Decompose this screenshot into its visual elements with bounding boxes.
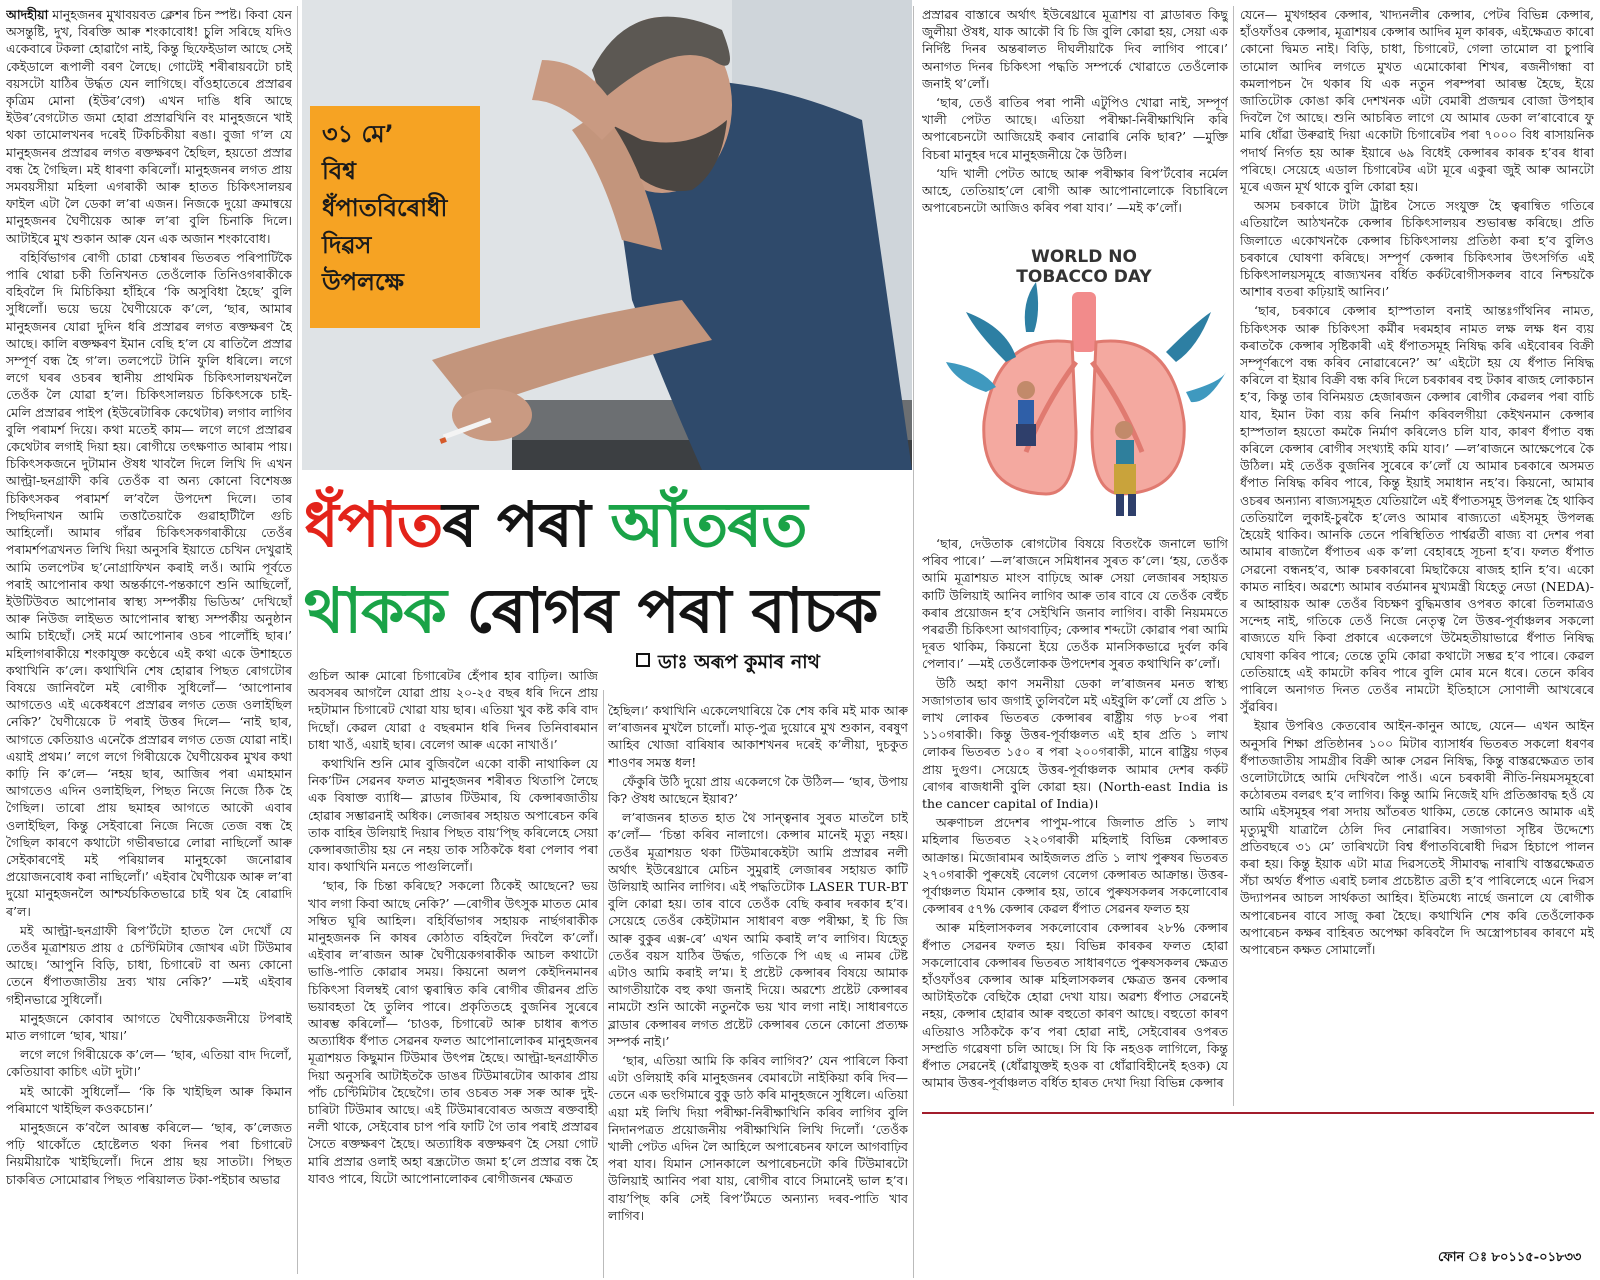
article-column-5 [1240, 6, 1594, 1242]
paragraph: মানুহজনে কোবাৰ আগতে ঘৈণীয়েকজনীয়ে টপৰাই মাত লগালে ‘ছাৰ, খায়।’ [6, 1010, 292, 1043]
graphic-title-line: TOBACCO DAY [1016, 267, 1152, 287]
paragraph: উঠি অহা কাণ সমনীয়া ডেকা ল’ৰাজনৰ মনত স্বাস্থ্য সজাগতাৰ ভাব জগাই তুলিবলৈ মই এইবুলি ক’লোঁ যে প্ৰতি ১ লাখ লোকৰ ভিতৰত কেন্সাৰৰ ৰাষ্ট্ৰীয় গড় ৮০ৰ পৰা ১১০গৰাকী। কিন্তু উত্তৰ-পূৰ্বাঞ্চলত এই হাৰ প্ৰতি ১ লাখ লোকৰ ভিতৰত ১৫০ ৰ পৰা ২০০গৰাকী, মানে ৰাষ্ট্ৰিয় গড়ৰ প্ৰায় দুগুণ। সেয়েহে উত্তৰ-পূৰ্বাঞ্চলক আমাৰ দেশৰ কৰ্কট ৰোগৰ ৰাজধানী বুলি কোৱা হয়। (North-east India is the cancer capital of India)। [922, 675, 1228, 812]
column-divider [297, 6, 298, 1274]
headline-part: আঁতৰত [610, 488, 807, 561]
column-divider [603, 690, 604, 1278]
paragraph: ‘ছাৰ, তেওঁ ৰাতিৰ পৰা পানী এটুপিও খোৱা নাই, সম্পূৰ্ণ খালী পেটত আছে। এতিয়া পৰীক্ষা-নিৰীক্ষাখিনি কৰি অপাৰেচনটো আজিয়েই কৰাব নোৱাৰি নেকি ছাৰ?’ —মুক্তি বিচৰা মানুহৰ দৰে মানুহজনীয়ে কৈ উঠিল। [922, 95, 1228, 162]
paragraph: ‘ছাৰ, দেউতাক ৰোগটোৰ বিষয়ে বিতংকৈ জনালে ভাগি পৰিব পাৰে।’ —ল’ৰাজনে সমিধানৰ সুৰত ক’লে। ‘হয়, তেওঁক আমি মূত্ৰাশয়ত মাংস বাঢ়িছে আৰু সেয়া লেজাৰৰ সহায়ত কাটি উলিয়াই আনিব লাগিব আৰু তাৰ বাবে যে তেওঁক বেহুঁচ কৰাৰ প্ৰয়োজন হ’ব সেইখিনি জনাব লাগিব। বাকী নিয়মমতে পৰৱৰ্তী চিকিৎসা আগবাঢ়িব; কেন্সাৰ শব্দটো কোৱাৰ পৰা আমি দূৰত থাকিম, কিয়নো ইয়ে তেওঁক মানসিকভাৱে দুৰ্বল কৰি পেলাব।’ —মই তেওঁলোকক উপদেশৰ সুৰত কথাখিনি ক’লোঁ। [922, 536, 1228, 672]
paragraph: মানুহজনৰ মুখাবয়বত ক্লেশৰ চিন স্পষ্ট। কিবা যেন অসন্তুষ্টি, দুখ, বিৰক্তি আৰু শংকাবোধ! চুলি সৰিছে যদিও একেবাৰে টকলা হোৱাগৈ নাই, কিন্তু ছিফেইডাল আছে সেই কেইডালে ৰূপালী বৰণ লৈছে। গোটেই শৰীৰায়বটো চাই বয়সটো যাঠিৰ উৰ্দ্ধত যেন লাগিছে। বাঁওহাতেৰে প্ৰস্ৰাৱৰ কৃত্ৰিম মোনা (ইউৰ’বেগ) এখন দাঙি ধৰি আছে ইউৰ’বেগটোত জমা হোৱা প্ৰস্ৰাৱখিনি বং মানুহজনে খাই থকা তামোলখনৰ দৰেই টিকচিকীয়া ৰঙা। বুজা গ’ল যে মানুহজনৰ প্ৰস্ৰাৱৰ লগত ৰক্তক্ষৰণ হৈছিল, হয়তো প্ৰস্ৰাৱ বন্ধ হৈ গৈছিল। মই ধাৰণা কৰিলোঁ। মানুহজনৰ লগত প্ৰায় সমবয়সীয়া মহিলা এগৰাকী আৰু হাতত চিকিৎসালয়ৰ ফাইল এটা লৈ ডেকা ল’ৰা এজন। নিজকে দুয়ো ক্ৰমান্বয়ে মানুহজনৰ ঘৈণীয়েক আৰু ল’ৰা বুলি চিনাকি দিলে। আটাইৰে মুখ শুকান আৰু যেন এক অজান শংকাবোধ। [6, 7, 292, 246]
paragraph: হৈছিল।’ কথাখিনি একেলেথাৰিয়ে কৈ শেষ কৰি মই মাক আৰু ল’ৰাজনৰ মুখলৈ চালোঁ। মাতৃ-পুত্ৰ দুয়োৰে মুখ শুকান, বৰষুণ আহিব খোজা বাৰিষাৰ আকাশখনৰ দৰেই ক’লীয়া, দুচকুত শাওণৰ সমস্ত ধল! [608, 703, 908, 770]
paragraph: মই আল্ট্ৰা-ছনগ্ৰাফী ৰিপ’ৰ্টটো হাতত লৈ দেখোঁ যে তেওঁৰ মূত্ৰাশয়ত প্ৰায় ৫ চেণ্টিমিটাৰ জোখৰ এটা টিউমাৰ আছে। ‘আপুনি বিড়ি, চাধা, চিগাৰেট বা অন্য কোনো তেনে ধঁপাতজাতীয় দ্ৰব্য খায় নেকি?’ —মই এইবাৰ গহীনভাৱে সুধিলোঁ। [6, 922, 292, 1007]
square-bullet-icon [636, 653, 650, 667]
paragraph: ল’ৰাজনৰ হাতত হাত থৈ সান্ত্বনাৰ সুৰত মাতলৈ চাই ক’লোঁ— ‘চিন্তা কৰিব নালাগে। কেন্সাৰ মানেই মৃত্যু নহয়। তেওঁৰ মূত্ৰাশয়ত থকা টিউমাৰকেইটা আমি প্ৰস্ৰাৱৰ নলী অৰ্থাৎ ইউৰেথ্ৰাৰে মেচিন সুমুৱাই লেজাৰৰ সহায়ত কাটি উলিয়াই আনিব লাগিব। এই পদ্ধতিটোক LASER TUR-BT বুলি কোৱা হয়। তাৰ বাবে তেওঁক বেছি কৰাৰ দৰকাৰ হ’ব। সেয়েহে তেওঁৰ কেইটামান সাধাৰণ ৰক্ত পৰীক্ষা, ই চি জি আৰু বুকুৰ এক্স-ৰে’ এখন আমি কৰাই ল’ব লাগিব। যিহেতু তেওঁৰ বয়স যাঠিৰ উৰ্দ্ধত, গতিকে পি এছ এ নামৰ টেষ্ট এটাও আমি কৰাই ল’ম। ই প্ৰষ্টেট কেন্সাৰৰ বিষয়ে আমাক আগতীয়াকৈ বহু কথা জনাই দিয়ে। অৱশ্যে প্ৰষ্টেট কেন্সাৰৰ নামটো শুনি আকৌ নতুনকৈ ভয় খাব লগা নাই। সাধাৰণতে ব্লাডাৰ কেন্সাৰৰ লগত প্ৰষ্টেট কেন্সাৰৰ তেনে কোনো প্ৰত্যক্ষ সম্পৰ্ক নাই।’ [608, 810, 908, 1049]
paragraph: মই আকৌ সুধিলোঁ— ‘কি কি খাইছিল আৰু কিমান পৰিমাণে খাইছিল কওকচোন।’ [6, 1083, 292, 1116]
paragraph: মানুহজনে ক’বলৈ আৰম্ভ কৰিলে— ‘ছাৰ, ক’লেজত পঢ়ি থাকোঁতে হোষ্টেলত থকা দিনৰ পৰা চিগাৰেট নিয়মীয়াকৈ খাইছিলোঁ। দিনে প্ৰায় ছয় সাতটা। পিছত চাকৰিত সোমোৱাৰ পিছত পৰিয়ালত টকা-পইচাৰ অভাৱ [6, 1120, 292, 1187]
occasion-date: ৩১ মে’ [322, 120, 394, 148]
paragraph: অসম চৰকাৰে টাটা ট্ৰাষ্টৰ সৈতে সংযুক্ত হৈ ত্বৰান্বিত গতিৰে এতিয়ালৈ আঠখনকৈ কেন্সাৰ চিকিৎসালয়ৰ শুভাৰম্ভ কৰিছে। প্ৰতি জিলাতে একোখনকৈ কেন্সাৰ চিকিৎসালয় প্ৰতিষ্ঠা কৰা হ’ব বুলিও চৰকাৰে ঘোষণা কৰিছে। সম্পূৰ্ণ কেন্সাৰ চিকিৎসাৰ উৎসৰ্গিত এই চিকিৎসালয়সমূহে ৰাজ্যখনৰ বৰ্ধিত কৰ্কটৰোগীসকলৰ বাবে নিশ্চয়কৈ আশাৰ বতৰা কঢ়িয়াই আনিব।’ [1240, 198, 1594, 300]
paragraph: লগে লগে গিৰীয়েকে ক’লে— ‘ছাৰ, এতিয়া বাদ দিলোঁ, কেতিয়াবা কাচিৎ এটা দুটা।’ [6, 1047, 292, 1080]
article-end-rule [922, 1112, 1594, 1114]
lead-word: আদহীয়া [6, 7, 49, 22]
graphic-title-line: WORLD NO [1031, 247, 1137, 267]
headline-part: ৰোগৰ পৰা বাচক [445, 574, 878, 647]
article-column-1 [6, 6, 292, 1278]
article-column-3 [608, 702, 908, 1278]
author-phone: ফোন ঃ ৮০১১৫-০১৮৩৩ [1438, 1250, 1582, 1265]
paragraph: ‘ছাৰ, এতিয়া আমি কি কৰিব লাগিব?’ যেন পাৰিলে কিবা এটা ওলিয়াই কৰি মানুহজনৰ বেমাৰটো নাইকিয়া কৰি দিব— তেনে এক ভংগিমাৰে বুকু ডাঠ কৰি মানুহজনে সুধিলে। এতিয়া এয়া মই লিখি দিয়া পৰীক্ষা-নিৰীক্ষাখিনি কৰিব লাগিব বুলি নিদানপত্ৰত প্ৰয়োজনীয় পৰীক্ষাখিনি লিখি দিলোঁ। ‘তেওঁক খালী পেটত এদিন লৈ আহিলে অপাৰেচনৰ ফালে আগবাঢ়িব পৰা যাব। যিমান সোনকালে অপাৰেচনটো কৰি টিউমাৰটো উলিয়াই আনিব পৰা যায়, ৰোগীৰ বাবে সিমানেই ভাল হ’ব। বায়’প্ছি কৰি সেই ৰিপ’ৰ্টমতে অন্যান্য দৰব-পাতি খাব লাগিব। [608, 1053, 908, 1223]
occasion-line: ধঁপাতবিৰোধী [322, 194, 448, 222]
occasion-line: উপলক্ষে [322, 268, 404, 296]
paragraph: যেনে— মুখগহ্বৰ কেন্সাৰ, খাদ্যনলীৰ কেন্সাৰ, পেটৰ বিভিন্ন কেন্সাৰ, হাঁওফাঁওৰ কেন্সাৰ, মূত্ৰাশয়ৰ কেন্সাৰ আদিৰ মূল কাৰক, এইক্ষেত্ৰত কাৰো কোনো দ্বিমত নাই। বিড়ি, চাধা, চিগাৰেট, গেলা তামোল বা চুপাৰি তামোল আদিৰ লগতে মুখত এমোকোৰা শিখৰ, ৰজনীগন্ধা বা কমলাপচন দৈ থকাৰ যি এক নতুন পৰম্পৰা আৰম্ভ হৈছে, ইয়ে জাতিটোক কোঙা কৰি দেশখনক এটা বেমাৰী প্ৰজন্মৰ বোজা উপহাৰ দিবলৈ গৈ আছে। শুনি আচৰিত লাগে যে আমাৰ ডেকা ল’ৰাবোৰে ফু মাৰি ধোঁৱা উৰুৱাই দিয়া একোটা চিগাৰেটৰ পৰা ৭০০০ বিধ ৰাসায়নিক পদাৰ্থ নিৰ্গত হয় আৰু ইয়াৰে ৬৯ বিধেই কেন্সাৰৰ কাৰক হ’বৰ ধাৰা পৰিছে। সেয়েহে এডাল চিগাৰেটৰ এটা মূৰে একুৰা জুই আৰু আনটো মূৰে এজন মূৰ্খ থাকে বুলি কোৱা হয়। [1240, 7, 1594, 195]
byline [636, 648, 820, 680]
headline [304, 482, 910, 654]
paragraph: গুচিল আৰু মোৰো চিগাৰেটৰ হেঁপাৰ হাৰ বাঢ়িল। আজি অবসৰৰ আগলৈ যোৱা প্ৰায় ২০-২৫ বছৰ ধৰি দিনে প্ৰায় দহটামান চিগাৰেট খোৱা যায় ছাৰ। এতিয়া খুব কষ্ট কৰি বাদ দিছোঁ। কেৱল যোৱা ৫ বছৰমান ধৰি দিনৰ তিনিবাৰমান চাধা খাওঁ, এয়াই ছাৰ। বেলেগ আৰু একো নাখাওঁ।’ [308, 668, 598, 752]
occasion-line: দিৱস [322, 231, 372, 259]
paragraph: অৰুণাচল প্ৰদেশৰ পাপুম-পাৰে জিলাত প্ৰতি ১ লাখ মহিলাৰ ভিতৰত ২২০গৰাকী মহিলাই বিভিন্ন কেন্সাৰত আক্ৰান্ত। মিজোৰামৰ আইজলত প্ৰতি ১ লাখ পুৰুষৰ ভিতৰত ২৭০গৰাকী পুৰুষেই বেলেগ বেলেগ কেন্সাৰত আক্ৰান্ত। উত্তৰ-পূৰ্বাঞ্চলত যিমান কেন্সাৰ হয়, তাৰে পুৰুষসকলৰ সকলোবোৰ কেন্সাৰৰ ৫৭% কেন্সাৰ কেৱল ধঁপাত সেৱনৰ ফলত হয় [922, 815, 1228, 917]
paragraph: ‘ছাৰ, কি চিন্তা কৰিছে? সকলো ঠিকেই আছেনে? ভয় খাব লগা কিবা আছে নেকি?’ —ৰোগীৰ উৎসুক মাতত মোৰ সম্বিত ঘূৰি আহিল। বহিৰ্বিভাগৰ সহায়ক নাৰ্ছগৰাকীক মানুহজনক নি কাষৰ কোঠাত বহিবলৈ দিবলৈ ক’লোঁ। এইবাৰ ল’ৰাজন আৰু ঘৈণীয়েকগৰাকীক আচল কথাটো ভাঙি-পাতি কোৱাৰ সময়। কিয়নো অলপ কেইদিনমানৰ চিকিৎসা বিলম্বই ৰোগ ত্বৰান্বিত কৰি ৰোগীৰ জীৱনৰ প্ৰতি ভয়াবহতা হৈ তুলিব পাৰে। প্ৰকৃতিতহে বুজনিৰ সুৰেৰে আৰম্ভ কৰিলোঁ— ‘চাওক, চিগাৰেট আৰু চাধাৰ ৰূপত অত্যাধিক ধঁপাত সেৱনৰ ফলত আপোনালোকৰ মানুহজনৰ মূত্ৰাশয়ত কিছুমান টিউমাৰ উৎপন্ন হৈছে। আল্ট্ৰা-ছনগ্ৰাফীত দিয়া অনুসৰি আটাইতকৈ ডাঙৰ টিউমাৰটোৰ আকাৰ প্ৰায় পাঁচ চেণ্টিমিটাৰ হৈছেগৈ। তাৰ ওচৰত সৰু সৰু আৰু দুই-চাৰিটা টিউমাৰ আছে। এই টিউমাৰবোৰত অজস্ৰ ৰক্তবাহী নলী থাকে, সেইবোৰ চাপ পৰি ফাটি গৈ তাৰ পৰাই প্ৰস্ৰাৱৰ সৈতে ৰক্তক্ষৰণ হৈছে। অত্যাধিক ৰক্তক্ষৰণ হৈ সেয়া গোট মাৰি প্ৰস্ৰাৱ ওলাই অহা ৰন্ধ্ৰটোত জমা হ’লে প্ৰস্ৰাৱ বন্ধ হৈ যাবও পাৰে, যিটো আপোনালোকৰ ৰোগীজনৰ ক্ষেত্ৰত [308, 878, 598, 1186]
paragraph: ‘যদি খালী পেটত আছে আৰু পৰীক্ষাৰ ৰিপ’ৰ্টবোৰ নৰ্মেল আহে, তেতিয়াহ’লে ৰোগী আৰু আপোনালোকে বিচাৰিলে অপাৰেচনটো আজিও কৰিব পৰা যাব।’ —মই ক’লোঁ। [922, 165, 1228, 216]
headline-part: ৰ পৰা [442, 488, 611, 561]
author-name: ডাঃ অৰূপ কুমাৰ নাথ [658, 651, 820, 673]
paragraph: বহিৰ্বিভাগৰ ৰোগী চোৱা চেম্বাৰৰ ভিতৰত পৰিপাটিকৈ পাৰি থোৱা চকী তিনিখনত তেওঁলোক তিনিওগৰাকীকে বহিবলৈ দি মিচিকিয়া হাঁহিৰে ‘কি অসুবিধা হৈছে’ বুলি সুধিলোঁ। ভয়ে ভয়ে ঘৈণীয়েকে ক’লে, ‘ছাৰ, আমাৰ মানুহজনৰ যোৱা দুদিন ধৰি প্ৰস্ৰাৱৰ লগত ৰক্তক্ষৰণ হৈ আছে। কালি ৰক্তক্ষৰণ ইমান বেছি হ’ল যে ৰাতিলৈ প্ৰস্ৰাৱ সম্পূৰ্ণ বন্ধ হৈ গ’ল। তলপেটে টানি ফুলি ধৰিলে। লগে লগে ঘৰৰ ওচৰৰ স্থানীয় প্ৰাথমিক চিকিৎসালয়খনলৈ তেওঁক লৈ যোৱা হ’ল। চিকিৎসালয়ত চিকিৎসকে চাই-মেলি প্ৰস্ৰাৱৰ পাইপ (ইউৰেটাৰিক কেথেটাৰ) লগাব লাগিব বুলি পৰামৰ্শ দিয়ে। কথা মতেই কাম— লগে লগে প্ৰস্ৰাৱৰ কেথেটাৰ লগাই দিয়া হয়। ৰোগীয়ে তৎক্ষণাত আৰাম পায়। চিকিৎসকজনে দুটামান ঔষধ খাবলৈ দিলে লিখি দি এখন আল্ট্ৰা-ছনগ্ৰাফী কৰি তেওঁক বা অন্য কোনো বিশেষজ্ঞ চিকিৎসকৰ পৰামৰ্শ ল’বলৈ উপদেশ দিলে। তাৰ পিছদিনাখন আমি তত্তাতৈয়াকৈ গুৱাহাটীলৈ গুচি আহিলোঁ। আমাৰ গাঁৱৰ চিকিৎসকগৰাকীয়ে তেওঁৰ পৰামৰ্শপত্ৰখনত লিখি দিয়া অনুসৰি ইয়াতে চেখিন দেখুৱাই আমি তলপেটৰ ছ’নোগ্ৰাফিখন কৰাই লওঁ। আমি পূৰ্বতে পৰাই আপোনাৰ কথা অন্তৰ্কাণে-পন্তকাণে শুনি আছিলোঁ, ইউটিউবত আপোনাৰ স্বাস্থ্য সম্পৰ্কীয় ভিডিঅ’ দেখিছোঁ আৰু নিউজ লাইভত আপোনাৰ স্বাস্থ্য সম্পৰ্কীয় অনুষ্ঠান আমি চাইছোঁ। সেই মৰ্মে আপোনাৰ ওচৰ পালোঁহি ছাৰ।’ মহিলাগৰাকীয়ে শংকাযুক্ত কণ্ঠেৰে এই কথা একে উশাহতে কথাখিনি ক’লে। কথাখিনি শেষ হোৱাৰ পিছত ৰোগটোৰ বিষয়ে জানিবলৈ মই ৰোগীক সুধিলোঁ— ‘আপোনাৰ আগতেও এই একেধৰণে প্ৰস্ৰাৱৰ লগত তেজ ওলাইছিল নেকি?’ ঘৈণীয়েকে ট পৰাই উত্তৰ দিলে— ‘নাই ছাৰ, আগতে কেতিয়াও এনেকৈ প্ৰস্ৰাৱৰ লগত তেজ যোৱা নাই। এয়াই প্ৰথম।’ লগে লগে গিৰীয়েকে ঘৈণীয়েকৰ মুখৰ কথা কাঢ়ি নি ক’লে— ‘নহয় ছাৰ, আজিৰ পৰা এমাহমান আগতেও এদিন ওলাইছিল, পিছত নিজে নিজে ঠিক হৈ গৈছিল। তাৰো প্ৰায় ছমাহৰ আগতে আকৌ এবাৰ ওলাইছিল, কিন্তু সেইবাৰো নিজে নিজে তেজ বন্ধ হৈ গৈছিল কাৰণে কথাটো গভীৰভাৱে লোৱা নাছিলোঁ আৰু সেইকাৰণেই মই পৰিয়ালৰ মানুহকো জনোৱাৰ প্ৰয়োজনবোধ কৰা নাছিলোঁ।’ এইবাৰ ঘৈণীয়েক আৰু ল’ৰা দুয়ো মানুহজনলৈ আশ্চৰ্যচকিতভাৱে চাই থৰ হৈ ৰোৱাদি ৰ’ল। [6, 249, 292, 919]
occasion-box [310, 106, 480, 328]
column-divider [1233, 6, 1234, 1106]
article-column-2 [308, 667, 598, 1278]
paragraph: ফেঁকুৰি উঠি দুয়ো প্ৰায় একেলগে কৈ উঠিল— ‘ছাৰ, উপায় কি? ঔষধ আছেনে ইয়াৰ?’ [608, 773, 908, 807]
paragraph: আৰু মহিলাসকলৰ সকলোবোৰ কেন্সাৰৰ ২৮% কেন্সাৰ ধঁপাত সেৱনৰ ফলত হয়। বিভিন্ন কাৰকৰ ফলত হোৱা সকলোবোৰ কেন্সাৰৰ ভিতৰত সাধাৰণতে পুৰুষসকলৰ ক্ষেত্ৰত হাঁওফাঁওৰ কেন্সাৰ আৰু মহিলাসকলৰ ক্ষেত্ৰত স্তনৰ কেন্সাৰ আটাইতকৈ বেছিকৈ হোৱা দেখা যায়। অৱশ্য ধঁপাত সেৱনেই নহয়, কেন্সাৰ হোৱাৰ আৰু বহুতো কাৰণ আছে। বহুতো কাৰণ এতিয়াও সঠিককৈ ক’ব পৰা হোৱা নাই, সেইবোৰৰ ওপৰত সম্প্ৰতি গৱেষণা চলি আছে। সি যি কি নহওক লাগিলে, কিন্তু ধঁপাত সেৱনেই (ধোঁৱাযুক্তই হওক বা ধোঁৱাবিহীনেই হওক) যে আমাৰ উত্তৰ-পূৰ্বাঞ্চলত বৰ্ধিত হাৰত দেখা দিয়া বিভিন্ন কেন্সাৰ [922, 920, 1228, 1091]
column-divider [913, 6, 914, 1278]
lungs-illustration [936, 232, 1232, 528]
headline-part: থাকক [304, 574, 446, 647]
paragraph: ‘ছাৰ, চৰকাৰে কেন্সাৰ হাস্পতাল বনাই আন্তঃগাঁথনিৰ নামত, চিকিৎসক আৰু চিকিৎসা কৰ্মীৰ দৰমহাৰ নামত লক্ষ লক্ষ ধন ব্যয় কৰাতকৈ কেন্সাৰ সৃষ্টিকাৰী এই ধঁপাতসমূহ নিষিদ্ধ কৰি এইবোৰৰ বিক্ৰী সম্পূৰ্ণৰূপে বন্ধ কৰিব নোৱাৰেনে?’ অ’ এইটো হয় যে ধঁপাত নিষিদ্ধ কৰিলে বা ইয়াৰ বিক্ৰী বন্ধ কৰি দিলে চৰকাৰৰ বহু টকাৰ ৰাজহ লোকচান হ’ব, কিন্তু তাৰ বিনিময়ত হেজাৰজন কেন্সাৰ ৰোগীৰ কেৱলৰ পৰা বাচি যাব, ইমান টকা ব্যয় কৰি নিৰ্মাণ কৰিবলগীয়া কেইখনমান কেন্সাৰ হাস্পতাল হয়তো কমকৈ নিৰ্মাণ কৰিলেও চলি যাব, কাৰণ ধঁপাত বন্ধ কৰিলে কেন্সাৰ ৰোগীৰ সংখ্যাই কমি যাব।’ —ল’ৰাজনে আক্ষেপেৰে কৈ উঠিল। মই তেওঁক বুজনিৰ সুৰেৰে ক’লোঁ যে আমাৰ চৰকাৰে অসমত ধঁপাত নিষিদ্ধ কৰিব পাৰে, কিন্তু ইয়াই সমাধান নহ’ব। কিয়নো, আমাৰ ওচৰৰ অন্যান্য ৰাজ্যসমূহত যেতিয়ালৈ এই ধঁপাতসমূহ উপলব্ধ হৈ থাকিব তেতিয়ালৈ লুকাই-চুৰকৈ হ’লেও আমাৰ ৰাজ্যতো এইসমূহ উপলব্ধ হৈয়েই থাকিব। আনকি তেনে পৰিস্থিতিত পাৰ্শ্বৱৰ্তী ৰাজ্য বা দেশৰ পৰা আমাৰ ৰাজ্যলৈ ধঁপাতৰ এক ক’লা বেহাৰহে সূচনা হ’ব। ফলত ধঁপাত সেৱনো বন্ধনহ’ব, আৰু চৰকাৰৰো মিছাকৈয়ে ৰাজহ হানি হ’ব। একো কামত নাহিব। অৱশ্যে আমাৰ বৰ্তমানৰ মুখ্যমন্ত্ৰী যিহেতু নেডা (NEDA)-ৰ আহ্বায়ক আৰু তেওঁৰ বিচক্ষণ বুদ্ধিমত্তাৰ ওপৰত কাৰো তিলমাত্ৰও সন্দেহ নাই, গতিকে তেওঁ নিজে নেতৃত্ব লৈ উত্তৰ-পূৰ্বাঞ্চলৰ সকলো ৰাজ্যতে যদি কিবা প্ৰকাৰে একেলগে উমৈহতীয়াভাৱে ধঁপাত নিষিদ্ধ ঘোষণা কৰিব পাৰে; তেন্তে তুমি কোৱা কথাটো সম্ভৱ হ’ব পাৰে। কেৱল তেতিয়াহে এই কামটো কৰিব পাৰে বুলি মোৰ মনে ধৰে। তেনে কৰিব পাৰিলে অনাগত দিনত তেওঁৰ নামটো ইতিহাসে সোণালী আখৰেৰে সুঁৱৰিব। [1240, 303, 1594, 715]
headline-part: ধঁপাত [304, 488, 443, 561]
occasion-line: বিশ্ব [322, 157, 356, 185]
paragraph: প্ৰস্ৰাৱৰ বাস্তাৰে অৰ্থাৎ ইউৰেথ্ৰাৰে মূত্ৰাশয় বা ব্লাডাৰত কিছু জুলীয়া ঔষধ, যাক আকৌ বি চি জি বুলি কোৱা হয়, সেয়া এক নিৰ্দিষ্ট দিনৰ অন্তৰালত দীঘলীয়াকৈ দিব লাগিব পাৰে।’ অনাগত দিনৰ চিকিৎসা পদ্ধতি সম্পৰ্কে খোৱাতে তেওঁলোক জনাই থ’লোঁ। [922, 7, 1228, 91]
article-column-4-bottom [922, 535, 1228, 1103]
paragraph: কথাখিনি শুনি মোৰ বুজিবলৈ একো বাকী নাথাকিল যে নিক’টিন সেৱনৰ ফলত মানুহজনৰ শৰীৰত থিতাপি লৈছে এক বিষাক্ত ব্যাধি— ব্লাডাৰ টিউমাৰ, যি কেন্সাৰজাতীয় হোৱাৰ সম্ভাৱনাই অধিক। লেজাৰৰ সহায়ত অপাৰেচন কৰি তাক বাহিৰ উলিয়াই দিয়াৰ পিছত বায়’প্ছি কৰিলেহে সেয়া কেন্সাৰজাতীয় হয় নে নহয় তাক সঠিককৈ ধৰা পেলাব পৰা যাব। কথাখিনি মনতে পাগুলিলোঁ। [308, 756, 598, 875]
paragraph: ইয়াৰ উপৰিও কেতবোৰ আইন-কানুন আছে, যেনে— এখন আইন অনুসৰি শিক্ষা প্ৰতিষ্ঠানৰ ১০০ মিটাৰ ব্যাসাৰ্ধৰ ভিতৰত সকলো ধৰণৰ ধঁপাতজাতীয় সামগ্ৰীৰ বিক্ৰী আৰু সেৱন নিষিদ্ধ, কিন্তু বাস্তৱক্ষেত্ৰত তাৰ ওলোটাটোহে আমি দেখিবলৈ পাওঁ। এনে চৰকাৰী নীতি-নিয়মসমূহৰো কঠোৰতম বলৱৎ হ’ব লাগিব। কিন্তু আমি নিজেই যদি প্ৰতিজ্ঞাবদ্ধ হওঁ যে আমি এইসমূহৰ পৰা সদায় আঁতৰত থাকিম, তেন্তে কোনেও আমাক এই মৃত্যুমুখী যাত্ৰালৈ ঠেলি দিব নোৱাৰিব। সজাগতা সৃষ্টিৰ উদ্দেশ্যে প্ৰতিবছৰে ৩১ মে’ তাৰিখটো বিশ্ব ধঁপাতবিৰোধী দিৱস হিচাপে পালন কৰা হয়। কিন্তু ইয়াক এটা মাত্ৰ দিৱসতেই সীমাবদ্ধ নাৰাখি বাস্তৱক্ষেত্ৰত সঁচা অৰ্থত ধঁপাত এৰাই চলাৰ প্ৰচেষ্টাত ব্ৰতী হ’ব পাৰিলেহে এনে দিৱস উদ্যাপনৰ আচল সাৰ্থকতা আহিব। ইতিমধ্যে নাৰ্ছে জনালে যে ৰোগীক অপাৰেচনৰ বাবে সাজু কৰা হৈছে। কথাখিনি শেষ কৰি তেওঁলোকক অপাৰেচন কক্ষৰ বাহিৰত অপেক্ষা কৰিবলৈ দি অস্ত্ৰোপচাৰৰ কাৰণে মই অপাৰেচন কক্ষত সোমালোঁ। [1240, 718, 1594, 957]
world-no-tobacco-day-graphic [936, 232, 1232, 528]
article-column-4-top [922, 6, 1228, 228]
